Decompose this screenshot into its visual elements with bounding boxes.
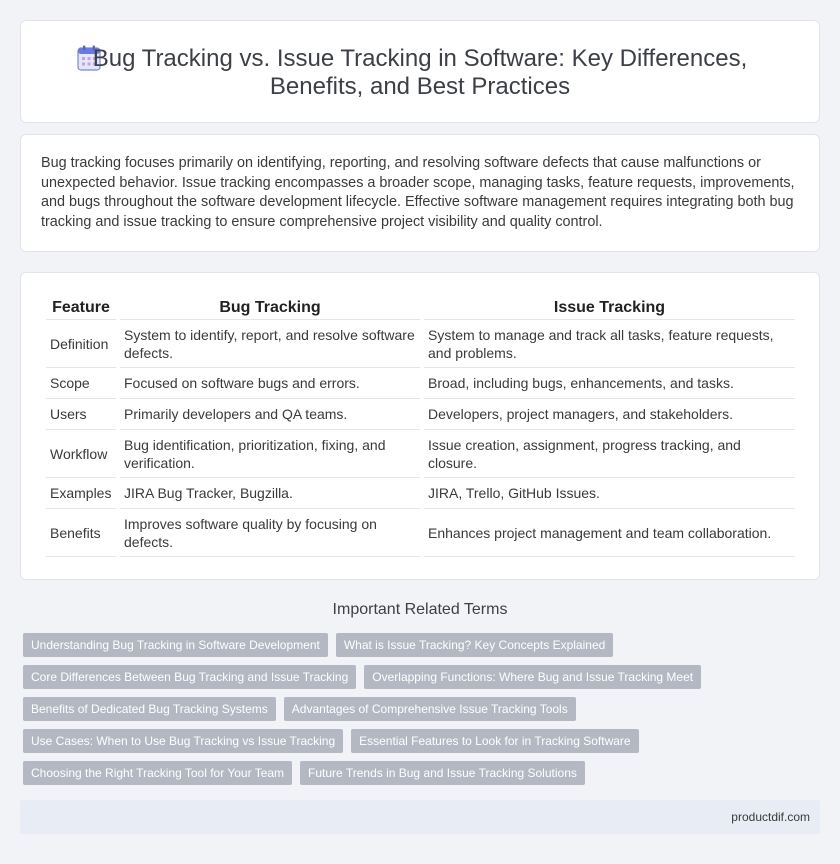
row-issue-tracking: Developers, project managers, and stakeholders. xyxy=(424,399,795,430)
row-bug-tracking: Bug identification, prioritization, fixing, and verification. xyxy=(120,430,420,478)
header-issue-tracking: Issue Tracking xyxy=(424,294,795,320)
comparison-card xyxy=(20,272,820,580)
row-bug-tracking: Primarily developers and QA teams. xyxy=(120,399,420,430)
row-feature: Workflow xyxy=(46,430,116,478)
table-header-row xyxy=(46,294,795,320)
row-issue-tracking: System to manage and track all tasks, feature requests, and problems. xyxy=(424,320,795,368)
table-row xyxy=(46,399,795,430)
page-title xyxy=(21,45,819,101)
page-title-line-1: Bug Tracking vs. Issue Tracking in Software: Key Differences, xyxy=(92,45,748,72)
row-issue-tracking: Enhances project management and team collaboration. xyxy=(424,509,795,557)
footer-bar xyxy=(20,800,820,834)
row-bug-tracking: Focused on software bugs and errors. xyxy=(120,368,420,399)
related-term-tag[interactable]: What is Issue Tracking? Key Concepts Explained xyxy=(336,633,613,657)
page-title-line-2: Benefits, and Best Practices xyxy=(269,73,571,100)
related-terms-list xyxy=(23,633,743,793)
table-row xyxy=(46,509,795,557)
row-feature: Definition xyxy=(46,320,116,368)
comparison-table xyxy=(42,294,799,557)
related-term-tag[interactable]: Future Trends in Bug and Issue Tracking Solutions xyxy=(300,761,585,785)
related-term-tag[interactable]: Use Cases: When to Use Bug Tracking vs Issue Tracking xyxy=(23,729,343,753)
row-issue-tracking: Broad, including bugs, enhancements, and tasks. xyxy=(424,368,795,399)
table-row xyxy=(46,430,795,478)
table-row xyxy=(46,478,795,509)
related-term-tag[interactable]: Benefits of Dedicated Bug Tracking Systems xyxy=(23,697,276,721)
header-feature: Feature xyxy=(46,294,116,320)
footer-site-link[interactable]: productdif.com xyxy=(731,810,810,824)
row-bug-tracking: JIRA Bug Tracker, Bugzilla. xyxy=(120,478,420,509)
row-issue-tracking: JIRA, Trello, GitHub Issues. xyxy=(424,478,795,509)
related-term-tag[interactable]: Advantages of Comprehensive Issue Tracking Tools xyxy=(284,697,576,721)
row-bug-tracking: System to identify, report, and resolve software defects. xyxy=(120,320,420,368)
related-term-tag[interactable]: Overlapping Functions: Where Bug and Issue Tracking Meet xyxy=(364,665,701,689)
related-term-tag[interactable]: Essential Features to Look for in Tracking Software xyxy=(351,729,638,753)
row-feature: Users xyxy=(46,399,116,430)
row-issue-tracking: Issue creation, assignment, progress tracking, and closure. xyxy=(424,430,795,478)
row-feature: Benefits xyxy=(46,509,116,557)
row-feature: Scope xyxy=(46,368,116,399)
title-card xyxy=(20,20,820,123)
related-term-tag[interactable]: Core Differences Between Bug Tracking and Issue Tracking xyxy=(23,665,356,689)
related-terms-title: Important Related Terms xyxy=(332,601,508,618)
table-row xyxy=(46,368,795,399)
intro-paragraph: Bug tracking focuses primarily on identifying, reporting, and resolving software defects that cause malfunctions or unexpected behavior. Issue tracking encompasses a broader scope, managing tasks, feature requests, improvements, and bugs throughout the software development lifecycle. Effective software management requires integrating both bug tracking and issue tracking to ensure comprehensive project visibility and quality control. xyxy=(41,155,795,230)
related-term-tag[interactable]: Choosing the Right Tracking Tool for Your Team xyxy=(23,761,292,785)
intro-card xyxy=(20,134,820,252)
related-term-tag[interactable]: Understanding Bug Tracking in Software Development xyxy=(23,633,328,657)
row-feature: Examples xyxy=(46,478,116,509)
header-bug-tracking: Bug Tracking xyxy=(120,294,420,320)
table-row xyxy=(46,320,795,368)
row-bug-tracking: Improves software quality by focusing on defects. xyxy=(120,509,420,557)
